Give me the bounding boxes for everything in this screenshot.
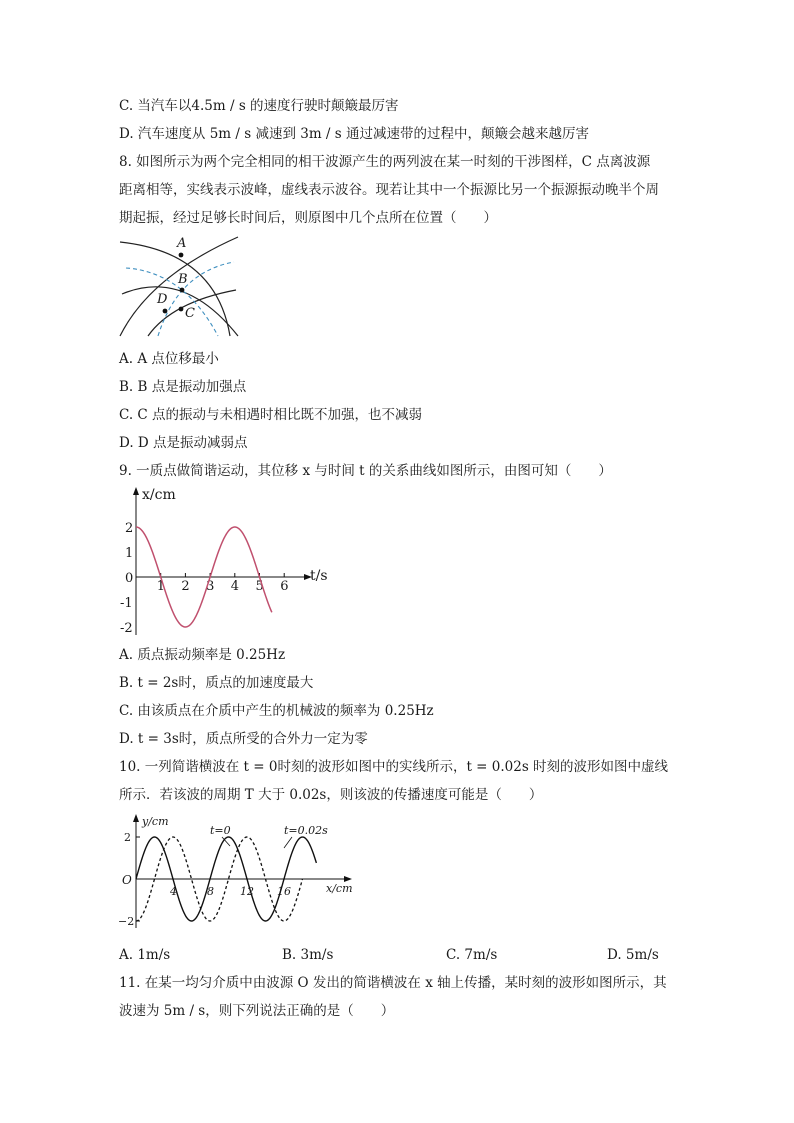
q10-option-b: B. 3m/s <box>282 947 334 963</box>
x-axis-label: x/cm <box>326 882 353 895</box>
point-d-dot <box>163 309 168 314</box>
q8-option-b: B. B 点是振动加强点 <box>119 379 247 395</box>
y-tick-label: -1 <box>120 596 133 611</box>
q7-option-d: D. 汽车速度从 5m / s 减速到 3m / s 通过减速带的过程中，颠簸会越来越厉害 <box>119 126 589 142</box>
y-tick-label: -2 <box>120 621 133 636</box>
q8-option-c: C. C 点的振动与未相遇时相比既不加强，也不减弱 <box>119 407 423 423</box>
y-axis-arrow <box>133 487 139 495</box>
y-axis-label: x/cm <box>142 487 176 503</box>
q9-xt-graph <box>112 483 342 641</box>
point-b-label: B <box>178 272 188 287</box>
x-tick-label: 5 <box>255 579 264 594</box>
y-tick-label: −2 <box>118 915 135 928</box>
origin-label: O <box>122 873 132 887</box>
q9-option-a: A. 质点振动频率是 0.25Hz <box>119 647 286 663</box>
q9-option-d: D. t = 3s时，质点所受的合外力一定为零 <box>119 731 368 747</box>
q8-stem-line2: 距离相等，实线表示波峰，虚线表示波谷。现若让其中一个振源比另一个振源振动晚半个周 <box>119 182 659 198</box>
point-a-dot <box>179 253 184 258</box>
point-c-dot <box>179 307 184 312</box>
q11-stem-line1: 11. 在某一均匀介质中由波源 O 发出的简谐横波在 x 轴上传播，某时刻的波形如图所示，其 <box>119 975 667 991</box>
y-axis-label: y/cm <box>142 815 169 828</box>
x-tick-label: 2 <box>181 579 190 594</box>
q10-option-c: C. 7m/s <box>446 947 498 963</box>
q10-option-d: D. 5m/s <box>607 947 659 963</box>
q10-stem-line1: 10. 一列简谐横波在 t = 0时刻的波形如图中的实线所示，t = 0.02s 时刻的波形如图中虚线 <box>119 759 669 775</box>
point-d-label: D <box>157 292 168 307</box>
crest-arc-2 <box>122 287 238 336</box>
q10-stem-line2: 所示．若该波的周期 T 大于 0.02s，则该波的传播速度可能是（ ） <box>119 787 543 803</box>
x-tick-label: 16 <box>277 885 291 898</box>
q10-wave-graph <box>112 810 357 932</box>
x-tick-label: 1 <box>156 579 165 594</box>
x-tick-label: 6 <box>280 579 289 594</box>
y-tick-label: 2 <box>124 831 131 844</box>
q9-option-b: B. t = 2s时，质点的加速度最大 <box>119 675 314 691</box>
q8-interference-figure <box>118 232 244 342</box>
q7-option-c: C. 当汽车以4.5m / s 的速度行驶时颠簸最厉害 <box>119 98 399 114</box>
q9-option-c: C. 由该质点在介质中产生的机械波的频率为 0.25Hz <box>119 703 434 719</box>
q9-stem: 9. 一质点做简谐运动，其位移 x 与时间 t 的关系曲线如图所示，由图可知（ ） <box>119 463 612 479</box>
y-tick-label: 0 <box>125 571 134 586</box>
legend-dashed-pointer <box>284 837 292 848</box>
q8-option-a: A. A 点位移最小 <box>119 351 219 367</box>
q10-option-a: A. 1m/s <box>119 947 171 963</box>
point-b-dot <box>180 288 185 293</box>
q8-stem-line1: 8. 如图所示为两个完全相同的相干波源产生的两列波在某一时刻的干涉图样，C 点离波源 <box>119 154 651 170</box>
q8-option-d: D. D 点是振动减弱点 <box>119 435 248 451</box>
y-tick-label: 2 <box>125 521 134 536</box>
q8-stem-line3: 期起振，经过足够长时间后，则原图中几个点所在位置（ ） <box>119 210 497 226</box>
point-a-label: A <box>177 236 187 251</box>
y-tick-label: 1 <box>125 546 134 561</box>
x-axis-label: t/s <box>310 568 328 584</box>
x-tick-label: 12 <box>240 885 254 898</box>
q11-stem-line2: 波速为 5m / s，则下列说法正确的是（ ） <box>119 1003 395 1019</box>
x-tick-label: 3 <box>206 579 215 594</box>
point-c-label: C <box>185 306 195 321</box>
legend-solid-label: t=0 <box>210 824 231 837</box>
legend-dashed-label: t=0.02s <box>284 824 328 837</box>
x-tick-label: 8 <box>207 885 214 898</box>
x-tick-label: 4 <box>230 579 240 594</box>
x-tick-label: 4 <box>170 885 177 898</box>
y-axis-arrow <box>133 814 139 822</box>
trough-arc-2 <box>158 262 234 336</box>
